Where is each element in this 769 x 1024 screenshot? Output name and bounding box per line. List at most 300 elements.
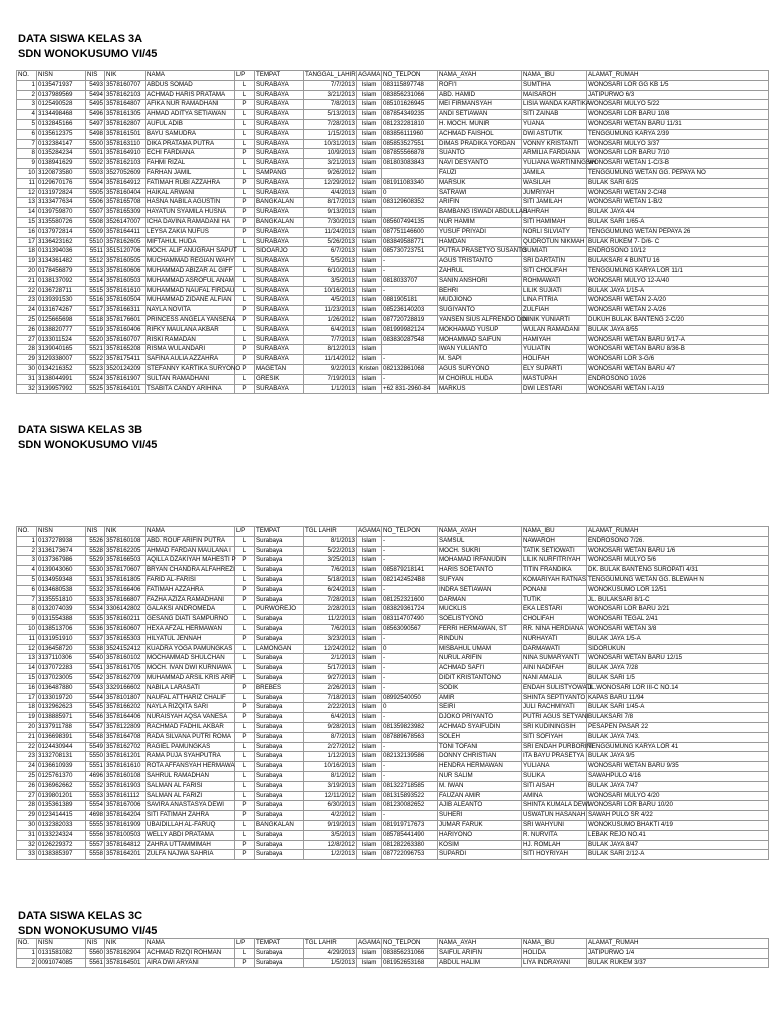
table-cell: SULIKA <box>522 771 587 781</box>
table-cell: MOCH. SUKRI <box>438 546 522 556</box>
table-cell: FATIMAH AZZAHRA <box>146 585 235 595</box>
table-cell: ACHMAD SYAIFUDIN <box>438 722 522 732</box>
table-cell: 12 <box>17 644 37 654</box>
table-cell: 3/25/2013 <box>304 556 357 566</box>
table-cell: MUCKLIS <box>438 605 522 615</box>
table-cell: WONOKUSUMO BHAKTI 4/19 <box>587 820 769 830</box>
table-cell: - <box>382 654 438 664</box>
table-cell: 10 <box>17 624 37 634</box>
table-cell: 087722096753 <box>382 850 438 860</box>
table-cell: RINDUN <box>438 634 522 644</box>
table-cell: L <box>235 119 255 129</box>
column-header: NAMA_IBU <box>522 939 587 949</box>
column-header: AGAMA <box>357 939 382 949</box>
table-cell: 3578164204 <box>105 811 146 821</box>
table-cell: NAUFAL ATTHARIZ CHALIF <box>146 693 235 703</box>
table-cell: 5497 <box>86 119 105 129</box>
table-cell: 0137278938 <box>37 536 86 546</box>
table-cell: 5520 <box>86 335 105 345</box>
table-cell: HOLIFAH <box>522 355 587 365</box>
table-cell: 3578163110 <box>105 139 146 149</box>
table-cell: Islam <box>357 237 382 247</box>
table-cell: 5500 <box>86 139 105 149</box>
table-cell: 3578175411 <box>105 355 146 365</box>
table-cell: - <box>382 811 438 821</box>
table-cell: NUR SALIM <box>438 771 522 781</box>
table-cell: MASTUPAH <box>522 374 587 384</box>
table-row <box>17 673 769 683</box>
table-cell: ZULFIAH <box>522 306 587 316</box>
table-cell: BANGKALAN <box>255 217 304 227</box>
table-cell: DUKUH BULAK BANTENG 2-C/20 <box>587 315 769 325</box>
table-cell: Surabaya <box>255 791 304 801</box>
table-cell: 5545 <box>86 703 105 713</box>
table-row <box>17 615 769 625</box>
table-cell: YUSUF PRIYADI <box>438 227 522 237</box>
table-cell: - <box>382 536 438 546</box>
table-row <box>17 811 769 821</box>
table-cell: Islam <box>357 315 382 325</box>
table-cell: Islam <box>357 771 382 781</box>
table-cell: 5554 <box>86 801 105 811</box>
table-cell: 7/8/2013 <box>304 100 357 110</box>
table-cell: 0132074039 <box>37 605 86 615</box>
table-cell: Surabaya <box>255 742 304 752</box>
table-cell: TENGGUMUNG WETAN PEPAYA 26 <box>587 227 769 237</box>
table-cell: SURABAYA <box>255 276 304 286</box>
column-header: NAMA_IBU <box>522 71 587 81</box>
table-cell: 7/18/2013 <box>304 693 357 703</box>
table-cell: 0 <box>382 703 438 713</box>
table-cell: P <box>235 850 255 860</box>
table-cell: MUHAMMAD ASROFUL ANAM <box>146 276 235 286</box>
table-cell: 3578161805 <box>105 575 146 585</box>
table-row <box>17 237 769 247</box>
table-cell: P <box>235 683 255 693</box>
table-cell: 083115897748 <box>382 80 438 90</box>
table-cell: ABD. HAMID <box>438 90 522 100</box>
table-cell: L <box>235 188 255 198</box>
table-row <box>17 762 769 772</box>
table-cell: FARID AL-FARISI <box>146 575 235 585</box>
table-cell: SURABAYA <box>255 119 304 129</box>
table-cell: 3578165708 <box>105 198 146 208</box>
table-row <box>17 575 769 585</box>
table-cell: 085101626945 <box>382 100 438 110</box>
table-cell: 3132708131 <box>37 752 86 762</box>
table-cell: KUADRA YOGA PAMUNGKAS <box>146 644 235 654</box>
table-cell: L <box>235 752 255 762</box>
table-cell: L <box>235 830 255 840</box>
table-cell: SUMTIHA <box>522 80 587 90</box>
table-cell: 5534 <box>86 605 105 615</box>
column-header: NO_TELPON <box>382 71 438 81</box>
table-cell: SURABAYA <box>255 100 304 110</box>
table-cell: Islam <box>357 585 382 595</box>
table-cell: L <box>235 159 255 169</box>
table-cell: BULAK JAYA 7/43. <box>587 732 769 742</box>
table-cell: MISBAHUL UMAM <box>438 644 522 654</box>
table-cell: WONOSARI LOR BARU 7/10 <box>587 149 769 159</box>
table-cell: 5543 <box>86 683 105 693</box>
table-row <box>17 654 769 664</box>
table-cell: JATIPURWO 1/4 <box>587 948 769 958</box>
table-cell: 5523 <box>86 364 105 374</box>
table-cell: 3135580726 <box>37 217 86 227</box>
table-cell: P <box>235 306 255 316</box>
table-cell: TITIN FRANDIKA <box>522 566 587 576</box>
table-cell: ACHMAD HARIS PRATAMA <box>146 90 235 100</box>
table-cell: ROTA AFFANSYAH HERMAWA <box>146 762 235 772</box>
table-cell: L <box>235 820 255 830</box>
table-cell: SURABAYA <box>255 257 304 267</box>
table-cell: ARIFIN <box>438 198 522 208</box>
table-cell: P <box>235 585 255 595</box>
table-cell: 3578161201 <box>105 752 146 762</box>
table-cell: 3578160211 <box>105 615 146 625</box>
table-cell: SHINTA KUMALA DEWI <box>522 801 587 811</box>
table-cell: 0132845166 <box>37 119 86 129</box>
table-cell: BAMBANG ISWADI ABDULLAH <box>438 208 522 218</box>
table-cell: FERRI HERMAWAN, ST <box>438 624 522 634</box>
table-row <box>17 188 769 198</box>
table-cell: 087854349235 <box>382 110 438 120</box>
table-cell: 11/14/2012 <box>304 355 357 365</box>
table-cell: SAVIRA ANASTASYA DEWI <box>146 801 235 811</box>
table-cell: Islam <box>357 198 382 208</box>
table-cell: 1/2/2013 <box>304 850 357 860</box>
table-cell: 3524152412 <box>105 644 146 654</box>
table-cell: NABILA LARASATI <box>146 683 235 693</box>
table-cell: TSABITA CANDY ARIHINA <box>146 384 235 394</box>
table-cell: 27 <box>17 791 37 801</box>
table-cell: 5549 <box>86 742 105 752</box>
table-row <box>17 149 769 159</box>
table-cell: L <box>235 644 255 654</box>
table-cell: 083129608352 <box>382 198 438 208</box>
table-row <box>17 217 769 227</box>
table-row <box>17 110 769 120</box>
table-cell: SITI AISAH <box>522 781 587 791</box>
table-cell: MAGETAN <box>255 364 304 374</box>
table-cell: LILIK SUJIATI <box>522 286 587 296</box>
table-cell: 0134959348 <box>37 575 86 585</box>
table-cell: 0131951910 <box>37 634 86 644</box>
table-cell: 3578164812 <box>105 840 146 850</box>
table-cell: 1 <box>17 948 37 958</box>
table-cell: WONOSARI MULYO 4/20 <box>587 791 769 801</box>
table-cell: ABDUL HALIM <box>438 958 522 968</box>
table-cell: TENGGUMUNG KARYA LOR 11/1 <box>587 266 769 276</box>
table-row <box>17 315 769 325</box>
table-cell: 3135551810 <box>37 595 86 605</box>
table-cell: 10/31/2013 <box>304 139 357 149</box>
table-cell: - <box>382 585 438 595</box>
table-cell <box>382 168 438 178</box>
table-cell: 5513 <box>86 266 105 276</box>
table-cell: P <box>235 355 255 365</box>
column-header: ALAMAT_RUMAH <box>587 71 769 81</box>
table-cell: NORLI SILVIATY <box>522 227 587 237</box>
table-cell: 5553 <box>86 791 105 801</box>
table-row <box>17 198 769 208</box>
table-cell: 3578164411 <box>105 227 146 237</box>
table-row <box>17 208 769 218</box>
table-cell: 0138885971 <box>37 713 86 723</box>
table-cell: 26 <box>17 325 37 335</box>
table-cell: Islam <box>357 752 382 762</box>
column-header: TEMPAT <box>255 71 304 81</box>
table-row <box>17 80 769 90</box>
table-cell: 0138513706 <box>37 624 86 634</box>
table-cell: 18 <box>17 247 37 257</box>
table-cell: SURABAYA <box>255 159 304 169</box>
table-cell: LEYSA ZAKIA NUFUS <box>146 227 235 237</box>
table-cell: 5550 <box>86 752 105 762</box>
table-cell: NURHAYATI <box>522 634 587 644</box>
table-cell: 0126229372 <box>37 840 86 850</box>
table-cell: SURABAYA <box>255 188 304 198</box>
table-cell: SURABAYA <box>255 227 304 237</box>
table-cell: 3578160606 <box>105 266 146 276</box>
table-cell: P <box>235 315 255 325</box>
table-cell: 3578160404 <box>105 188 146 198</box>
table-cell: 0132382033 <box>37 820 86 830</box>
table-cell: WELLY ABDI PRATAMA <box>146 830 235 840</box>
table-cell: NURAISYAH AQSA VANESA <box>146 713 235 723</box>
table-cell: ZAHRUL <box>438 266 522 276</box>
table-cell: P <box>235 149 255 159</box>
column-header: NIS <box>86 939 105 949</box>
table-cell: 3515120706 <box>105 247 146 257</box>
table-cell: Islam <box>357 296 382 306</box>
table-cell: SURABAYA <box>255 90 304 100</box>
table-row <box>17 556 769 566</box>
table-cell: BULAK RUKEM 3/37 <box>587 958 769 968</box>
table-cell: Surabaya <box>255 771 304 781</box>
table-cell: +62 831-2960-84 <box>382 384 438 394</box>
table-cell: 5524 <box>86 374 105 384</box>
table-row <box>17 771 769 781</box>
table-cell: L <box>235 139 255 149</box>
table-cell: SURABAYA <box>255 315 304 325</box>
table-cell: SAWAH PULO SR 4/22 <box>587 811 769 821</box>
column-header: L/P <box>235 527 255 537</box>
table-cell: BULAK JAYA 4/4 <box>587 208 769 218</box>
table-cell: AQILLA DZAKIYAH MAHESTI P <box>146 556 235 566</box>
table-cell: ACHMAD SAFI'I <box>438 664 522 674</box>
table-cell: 3578164406 <box>105 713 146 723</box>
table-cell: MOCH. ALIF ANUGRAH SAPUT <box>146 247 235 257</box>
table-cell: DK. BULAK BANTENG SUROPATI 4/31 <box>587 566 769 576</box>
table-cell: ENDAH SULISTYOWATI <box>522 683 587 693</box>
table-cell: Surabaya <box>255 850 304 860</box>
table-cell: BULAK JAYA 8/55 <box>587 325 769 335</box>
table-cell: 081322718585 <box>382 781 438 791</box>
table-cell: 31 <box>17 374 37 384</box>
table-cell: P <box>235 364 255 374</box>
table-cell: 8/1/2013 <box>304 536 357 546</box>
table-cell: P <box>235 634 255 644</box>
table-row <box>17 664 769 674</box>
table-cell: Islam <box>357 693 382 703</box>
table-cell: 6/7/2013 <box>304 247 357 257</box>
table-cell: 5515 <box>86 286 105 296</box>
table-cell: Surabaya <box>255 585 304 595</box>
table-cell: Islam <box>357 129 382 139</box>
table-cell: L <box>235 742 255 752</box>
table-cell: 5521 <box>86 345 105 355</box>
table-cell: WONOSARI WETAN BARU 12/15 <box>587 654 769 664</box>
table-cell: 11/23/2013 <box>304 306 357 316</box>
table-cell: WONOKUSUMO LOR 12/51 <box>587 585 769 595</box>
table-cell: 08563090567 <box>382 624 438 634</box>
table-cell: WONOSARI WETAN BARU 8/36-B <box>587 345 769 355</box>
table-cell: YANSEN SIUS ALFRENDO DOI <box>438 315 522 325</box>
table-cell: P <box>235 958 255 968</box>
table-cell: L <box>235 237 255 247</box>
table-cell: BULAK JAYA 7/47 <box>587 781 769 791</box>
table-cell: 1/1/2013 <box>304 384 357 394</box>
table-cell: BULAKSARI 4 BUNTU 16 <box>587 257 769 267</box>
table-cell: 3133477634 <box>37 198 86 208</box>
table-cell: GRESIK <box>255 374 304 384</box>
table-cell: 17 <box>17 237 37 247</box>
table-cell: 5542 <box>86 673 105 683</box>
table-cell: NAWAROH <box>522 536 587 546</box>
table-cell: Islam <box>357 90 382 100</box>
table-cell: SURABAYA <box>255 355 304 365</box>
table-cell: 087855566878 <box>382 149 438 159</box>
table-cell: Islam <box>357 178 382 188</box>
table-cell: 2 <box>17 90 37 100</box>
table-cell: DIDIT KRISTANTONO <box>438 673 522 683</box>
table-cell: FAHMI RIZAL <box>146 159 235 169</box>
table-row <box>17 820 769 830</box>
table-cell: - <box>382 771 438 781</box>
table-cell: L <box>235 374 255 384</box>
table-cell: 18 <box>17 703 37 713</box>
table-cell: 3578164912 <box>105 178 146 188</box>
table-cell: CHOLIFAH <box>522 615 587 625</box>
table-cell: 8/12/2013 <box>304 345 357 355</box>
table-cell: 5555 <box>86 820 105 830</box>
table-cell: 5506 <box>86 198 105 208</box>
table-cell: 13 <box>17 198 37 208</box>
table-cell: 11 <box>17 178 37 188</box>
table-cell: TONI TOFANI <box>438 742 522 752</box>
table-cell: AGUS SURYONO <box>438 364 522 374</box>
table-cell: - <box>382 742 438 752</box>
table-cell: PESAPEN PASAR 22 <box>587 722 769 732</box>
table-row <box>17 325 769 335</box>
table-cell: 5519 <box>86 325 105 335</box>
table-cell: INDRA SETIAWAN <box>438 585 522 595</box>
table-cell: 25 <box>17 771 37 781</box>
table-row <box>17 247 769 257</box>
table-cell: 12/11/2012 <box>304 791 357 801</box>
table-cell: RAMA PUJA SYAHPUTRA <box>146 752 235 762</box>
table-cell: WONOSARI WETAN BARU 4/7 <box>587 364 769 374</box>
table-cell: 3578160607 <box>105 624 146 634</box>
table-cell: BREBES <box>255 683 304 693</box>
table-cell: 081282263380 <box>382 840 438 850</box>
table-cell: AINI NADIFAH <box>522 664 587 674</box>
table-cell: PUTRA PRASETYO SUSANTO <box>438 247 522 257</box>
table-cell: 32 <box>17 384 37 394</box>
table-cell: L <box>235 771 255 781</box>
table-cell: 0 <box>382 644 438 654</box>
table-cell: 5536 <box>86 624 105 634</box>
table-cell: 0134216352 <box>37 364 86 374</box>
table-cell: WONOSARI WETAN 3/8 <box>587 624 769 634</box>
table-cell: 20 <box>17 722 37 732</box>
table-cell: ZAHRA UTTAMMIMAH <box>146 840 235 850</box>
table-cell: Islam <box>357 634 382 644</box>
table-cell: 0137972814 <box>37 227 86 237</box>
table-cell: 3578160108 <box>105 536 146 546</box>
table-cell: SURABAYA <box>255 384 304 394</box>
table-cell: 5552 <box>86 781 105 791</box>
table-cell: 081315893522 <box>382 791 438 801</box>
column-header: AGAMA <box>357 527 382 537</box>
table-cell: MARSUK <box>438 178 522 188</box>
table-cell: 081359823982 <box>382 722 438 732</box>
table-cell: TENGGUMUNG WETAN GG. PEPAYA NO <box>587 168 769 178</box>
table-row <box>17 703 769 713</box>
table-cell: 0136610939 <box>37 762 86 772</box>
table-cell: 3578160707 <box>105 80 146 90</box>
table-cell: SITI JAMILAH <box>522 198 587 208</box>
table-cell: NUR HAMIM <box>438 217 522 227</box>
column-header: NAMA_AYAH <box>438 71 522 81</box>
table-cell: BULAK JAYA 1/15-A <box>587 286 769 296</box>
table-cell: MEI FIRMANSYAH <box>438 100 522 110</box>
table-cell: 29 <box>17 811 37 821</box>
table-cell: 0131674267 <box>37 306 86 316</box>
table-cell: WONOSARI MULYO 5/6 <box>587 556 769 566</box>
table-cell: 23 <box>17 296 37 306</box>
table-row <box>17 90 769 100</box>
table-cell: SUMIATI <box>522 247 587 257</box>
table-cell: 5557 <box>86 840 105 850</box>
table-cell: 3/21/2013 <box>304 90 357 100</box>
table-row <box>17 644 769 654</box>
table-cell: 082132861068 <box>382 364 438 374</box>
table-cell: AMINA <box>522 791 587 801</box>
table-cell: 8/17/2013 <box>304 198 357 208</box>
table-cell: Islam <box>357 217 382 227</box>
table-cell: L <box>235 129 255 139</box>
table-cell: 0131394036 <box>37 247 86 257</box>
table-cell: 3/23/2013 <box>304 634 357 644</box>
table-cell: Islam <box>357 654 382 664</box>
table-cell: 0136728711 <box>37 286 86 296</box>
table-cell: JUMRIYAH <box>522 188 587 198</box>
table-cell: 15 <box>17 217 37 227</box>
table-cell: 7/6/2013 <box>304 566 357 576</box>
column-header: NAMA_IBU <box>522 527 587 537</box>
table-cell: ROFI'I <box>438 80 522 90</box>
column-header: NO_TELPON <box>382 939 438 949</box>
table-cell: P <box>235 811 255 821</box>
table-cell: 0137989569 <box>37 90 86 100</box>
table-cell: 0135471937 <box>37 80 86 90</box>
table-cell: 3134498468 <box>37 110 86 120</box>
table-cell: WONOSARI WETAN BARU 9/17-A <box>587 335 769 345</box>
table-cell: SEIRI <box>438 703 522 713</box>
table-cell: WONOSARI WETAN BARU 9/35 <box>587 762 769 772</box>
